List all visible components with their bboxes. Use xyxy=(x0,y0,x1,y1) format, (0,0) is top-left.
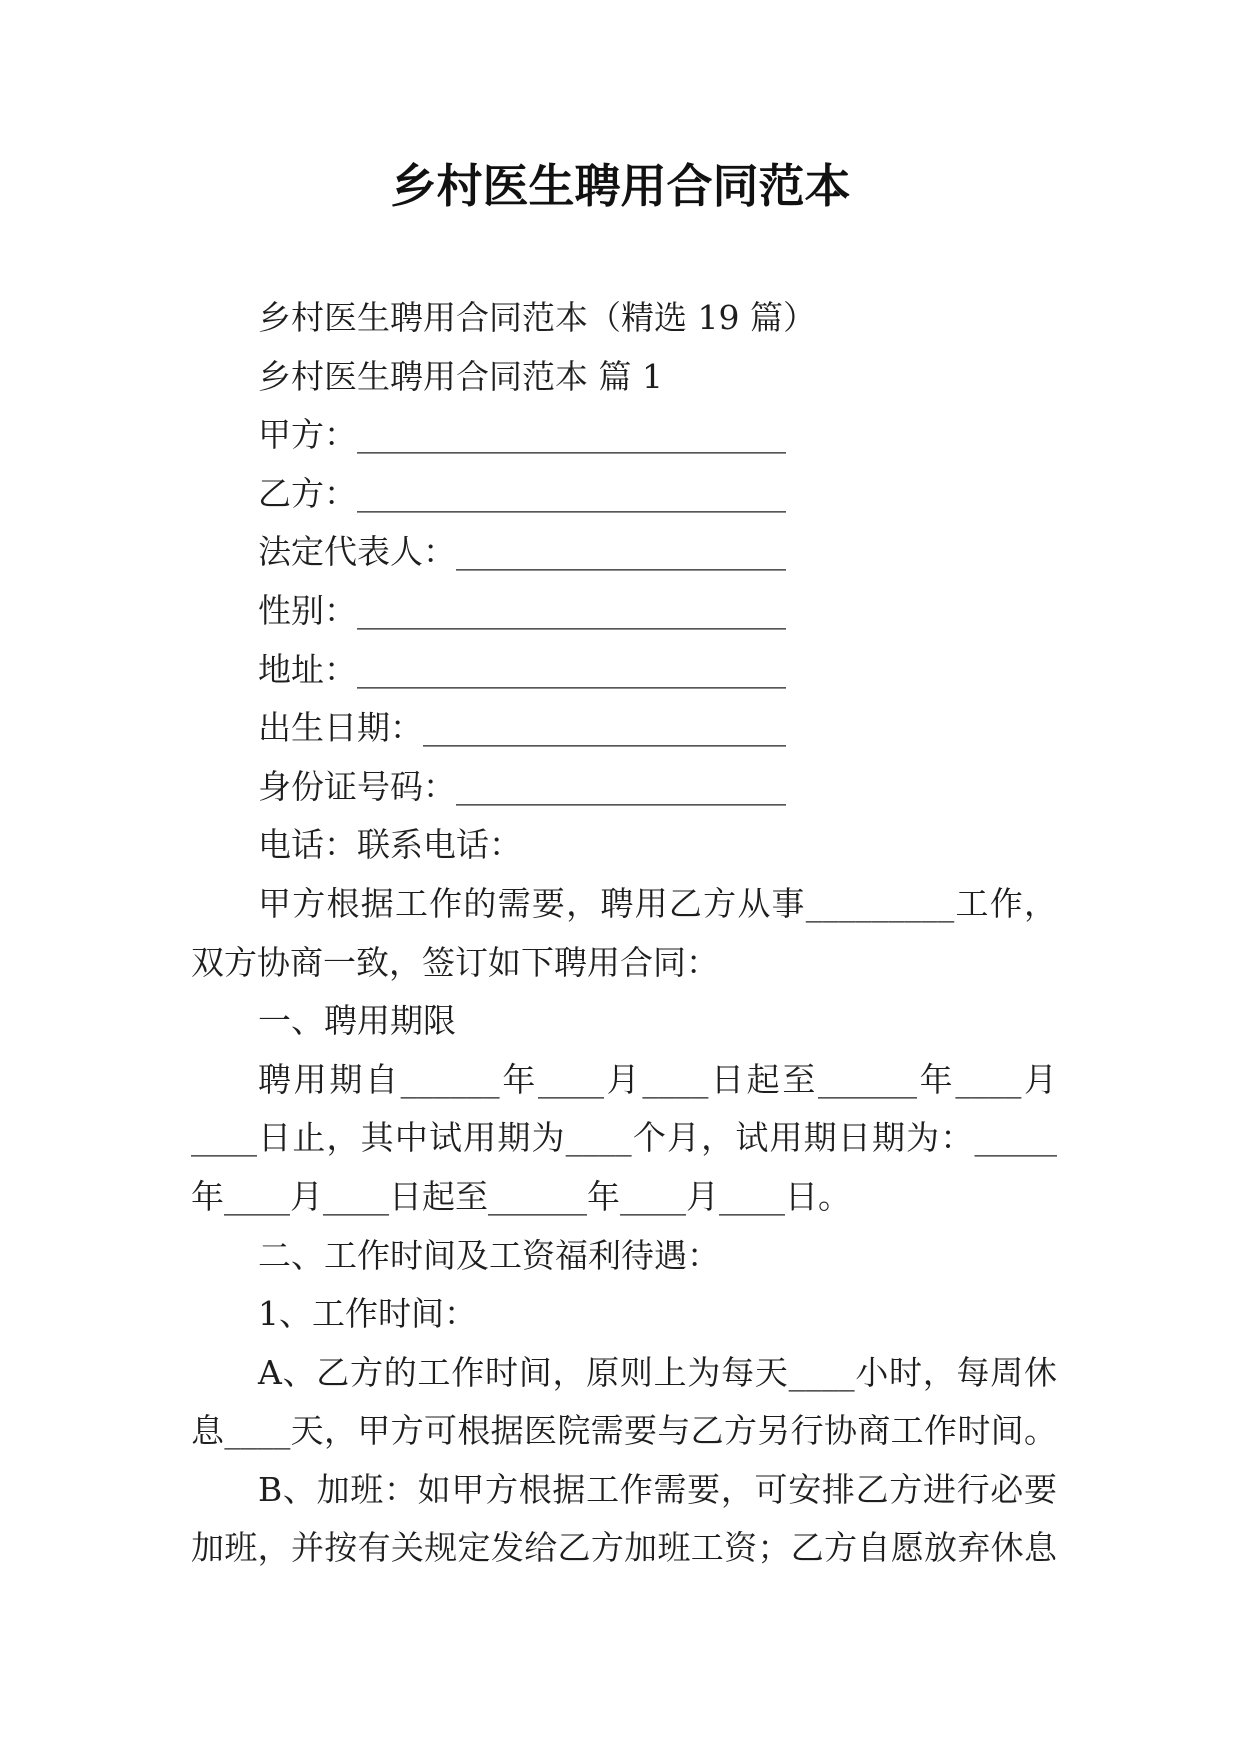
term-paragraph-line: 聘用期自______年____月____日起至______年____月 xyxy=(258,1059,1057,1099)
intro-paragraph-line: 甲方根据工作的需要，聘用乙方从事_________工作， xyxy=(258,883,1057,923)
subsection-heading-hours: 1、工作时间： xyxy=(258,1294,477,1334)
section-heading-term: 一、聘用期限 xyxy=(258,1001,456,1041)
party-b-field: 乙方：__________________________ xyxy=(258,473,786,513)
birth-date-field: 出生日期：______________________ xyxy=(258,708,786,748)
clause-a-line: 息____天，甲方可根据医院需要与乙方另行协商工作时间。 xyxy=(191,1411,1057,1451)
document-title: 乡村医生聘用合同范本 xyxy=(390,159,851,213)
intro-paragraph-line: 双方协商一致，签订如下聘用合同： xyxy=(191,942,719,982)
id-number-field: 身份证号码：____________________ xyxy=(258,766,786,806)
clause-a-line: A、乙方的工作时间，原则上为每天____小时，每周休 xyxy=(258,1352,1057,1392)
clause-b-line: 加班，并按有关规定发给乙方加班工资；乙方自愿放弃休息 xyxy=(191,1528,1057,1568)
gender-field: 性别：__________________________ xyxy=(258,590,786,630)
legal-representative-field: 法定代表人：____________________ xyxy=(258,532,786,572)
term-paragraph-line: 年____月____日起至______年____月____日。 xyxy=(191,1176,851,1216)
party-a-field: 甲方：__________________________ xyxy=(258,415,786,455)
document-body xyxy=(191,289,1057,1578)
clause-b-line: B、加班：如甲方根据工作需要，可安排乙方进行必要 xyxy=(258,1469,1057,1509)
article-heading: 乡村医生聘用合同范本 篇 1 xyxy=(258,356,663,396)
section-heading-hours-pay: 二、工作时间及工资福利待遇： xyxy=(258,1235,720,1275)
term-paragraph-line: ____日止，其中试用期为____个月，试用期日期为：_____ xyxy=(191,1118,1057,1158)
phone-field: 电话：联系电话： xyxy=(258,825,522,865)
collection-heading: 乡村医生聘用合同范本（精选 19 篇） xyxy=(258,298,816,337)
address-field: 地址：__________________________ xyxy=(258,649,786,689)
